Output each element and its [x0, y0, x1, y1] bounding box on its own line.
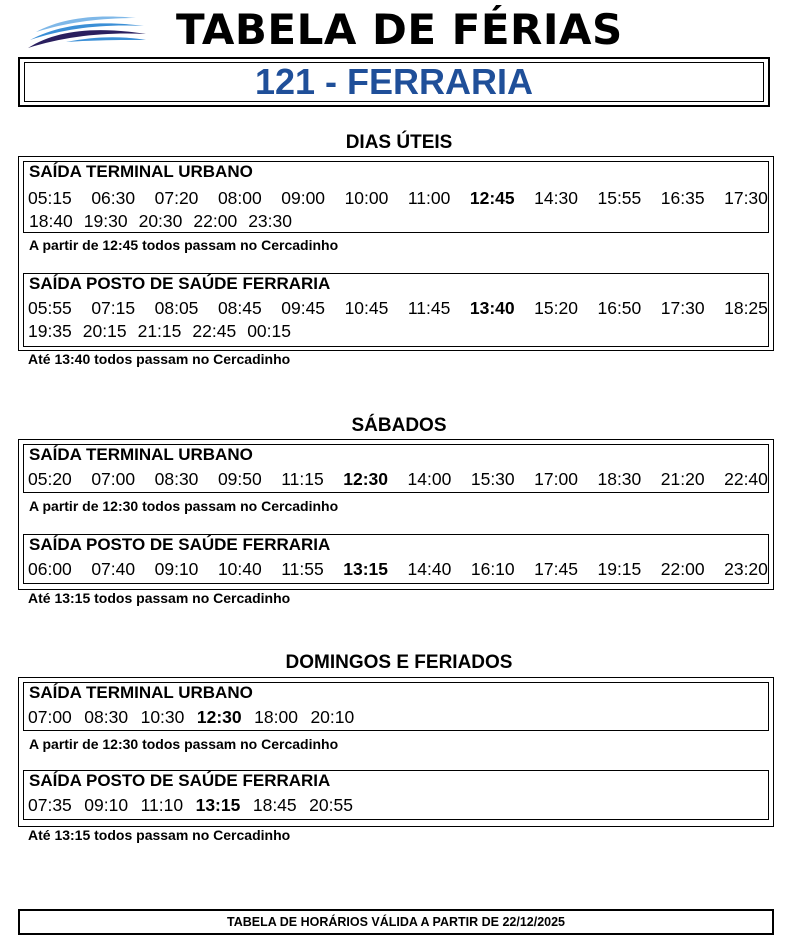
route-banner [18, 57, 770, 107]
departure-time: 07:35 [28, 795, 72, 815]
section-sabados [18, 439, 774, 590]
schedule-times [28, 558, 768, 581]
group-terminal-urbano [23, 444, 769, 514]
section-domingos-feriados [18, 677, 774, 827]
departure-time: 10:45 [344, 298, 389, 318]
departure-time: 22:00 [660, 559, 705, 579]
departure-time: 19:35 [28, 321, 72, 341]
schedule-times [28, 706, 768, 729]
departure-time: 05:15 [28, 188, 72, 208]
time-row [28, 297, 768, 320]
group-note: A partir de 12:30 todos passam no Cercadinho [29, 736, 339, 752]
departure-time-highlight: 13:15 [343, 559, 389, 579]
route-title: 121 - FERRARIA [254, 61, 534, 102]
group-title: SAÍDA TERMINAL URBANO [29, 683, 253, 702]
departure-time: 06:00 [28, 559, 72, 579]
departure-time: 15:30 [470, 469, 515, 489]
departure-time: 20:15 [82, 321, 127, 341]
page-title: TABELA DE FÉRIAS [176, 5, 623, 54]
departure-time: 16:50 [597, 298, 642, 318]
departure-time: 18:40 [29, 211, 73, 231]
departure-time: 14:40 [407, 559, 452, 579]
validity-text: TABELA DE HORÁRIOS VÁLIDA A PARTIR DE 22/12/2025 [226, 915, 566, 929]
wave-logo-icon [26, 12, 148, 50]
departure-time: 07:15 [91, 298, 136, 318]
group-note: A partir de 12:30 todos passam no Cercadinho [29, 498, 339, 514]
departure-time: 07:00 [28, 707, 72, 727]
departure-time: 20:55 [309, 795, 353, 815]
departure-time: 00:15 [247, 321, 291, 341]
departure-time: 09:00 [281, 188, 326, 208]
schedule-times [28, 297, 768, 343]
departure-time: 18:30 [597, 469, 642, 489]
group-terminal-urbano [23, 682, 769, 752]
departure-time: 18:45 [252, 795, 297, 815]
departure-time: 05:20 [28, 469, 72, 489]
departure-time: 22:45 [192, 321, 237, 341]
departure-time: 20:30 [138, 211, 183, 231]
departure-time-highlight: 13:40 [469, 298, 515, 318]
group-posto-saude-ferraria [23, 534, 769, 586]
group-title: SAÍDA TERMINAL URBANO [29, 445, 253, 464]
departure-time: 10:00 [344, 188, 389, 208]
time-row [28, 794, 768, 817]
validity-footer [18, 909, 774, 935]
time-row [28, 706, 768, 729]
departure-time: 20:10 [310, 707, 355, 727]
departure-time: 09:10 [84, 795, 129, 815]
departure-time: 19:30 [83, 211, 128, 231]
group-title: SAÍDA POSTO DE SAÚDE FERRARIA [29, 535, 331, 554]
departure-time: 08:30 [84, 707, 129, 727]
schedule-times [28, 468, 768, 491]
departure-time: 05:55 [28, 298, 72, 318]
departure-time: 11:10 [140, 795, 184, 815]
group-title: SAÍDA TERMINAL URBANO [29, 162, 253, 181]
departure-time: 10:40 [217, 559, 262, 579]
section-heading-dias-uteis: DIAS ÚTEIS [345, 132, 453, 153]
departure-time: 22:00 [193, 211, 238, 231]
group-posto-saude-ferraria [23, 273, 769, 351]
time-row [28, 320, 768, 343]
departure-time: 17:30 [724, 188, 768, 208]
departure-time: 08:05 [154, 298, 199, 318]
departure-time: 21:15 [137, 321, 182, 341]
time-row [28, 210, 768, 233]
schedule-times [28, 794, 768, 817]
group-terminal-urbano [23, 161, 769, 253]
group-posto-saude-ferraria [23, 770, 769, 822]
departure-time-highlight: 12:30 [196, 707, 242, 727]
group-note: Até 13:15 todos passam no Cercadinho [28, 590, 291, 606]
departure-time: 22:40 [724, 469, 768, 489]
departure-time: 10:30 [140, 707, 185, 727]
departure-time: 09:45 [281, 298, 326, 318]
group-title: SAÍDA POSTO DE SAÚDE FERRARIA [29, 771, 331, 790]
departure-time: 06:30 [91, 188, 136, 208]
departure-time: 19:15 [597, 559, 642, 579]
departure-time: 11:15 [281, 469, 324, 489]
departure-time: 08:45 [217, 298, 262, 318]
departure-time: 07:00 [91, 469, 136, 489]
departure-time: 21:20 [660, 469, 705, 489]
group-note: A partir de 12:45 todos passam no Cercadinho [29, 237, 339, 253]
departure-time: 11:00 [407, 188, 451, 208]
departure-time: 08:00 [217, 188, 262, 208]
departure-time: 17:30 [660, 298, 705, 318]
departure-time: 18:00 [254, 707, 298, 727]
departure-time: 23:30 [248, 211, 292, 231]
group-note: Até 13:40 todos passam no Cercadinho [28, 351, 291, 367]
departure-time-highlight: 13:15 [195, 795, 241, 815]
departure-time: 11:55 [281, 559, 324, 579]
departure-time-highlight: 12:30 [343, 469, 389, 489]
time-row [28, 468, 768, 491]
departure-time: 16:35 [660, 188, 705, 208]
departure-time: 11:45 [407, 298, 451, 318]
departure-time-highlight: 12:45 [469, 188, 515, 208]
departure-time: 09:50 [217, 469, 262, 489]
departure-time: 23:20 [724, 559, 768, 579]
departure-time: 08:30 [154, 469, 199, 489]
departure-time: 17:45 [534, 559, 578, 579]
departure-time: 17:00 [534, 469, 578, 489]
section-dias-uteis [18, 156, 774, 351]
section-heading-sabados: SÁBADOS [351, 415, 447, 436]
departure-time: 18:25 [724, 298, 768, 318]
departure-time: 14:30 [534, 188, 578, 208]
departure-time: 15:20 [534, 298, 578, 318]
departure-time: 07:20 [154, 188, 199, 208]
group-title: SAÍDA POSTO DE SAÚDE FERRARIA [29, 274, 331, 293]
time-row [28, 558, 768, 581]
departure-time: 14:00 [407, 469, 452, 489]
group-note: Até 13:15 todos passam no Cercadinho [28, 827, 291, 843]
departure-time: 09:10 [154, 559, 199, 579]
departure-time: 15:55 [597, 188, 642, 208]
departure-time: 07:40 [91, 559, 136, 579]
time-row [28, 187, 768, 210]
section-heading-domingos-feriados: DOMINGOS E FERIADOS [285, 652, 513, 673]
departure-time: 16:10 [470, 559, 515, 579]
schedule-times [28, 187, 768, 233]
